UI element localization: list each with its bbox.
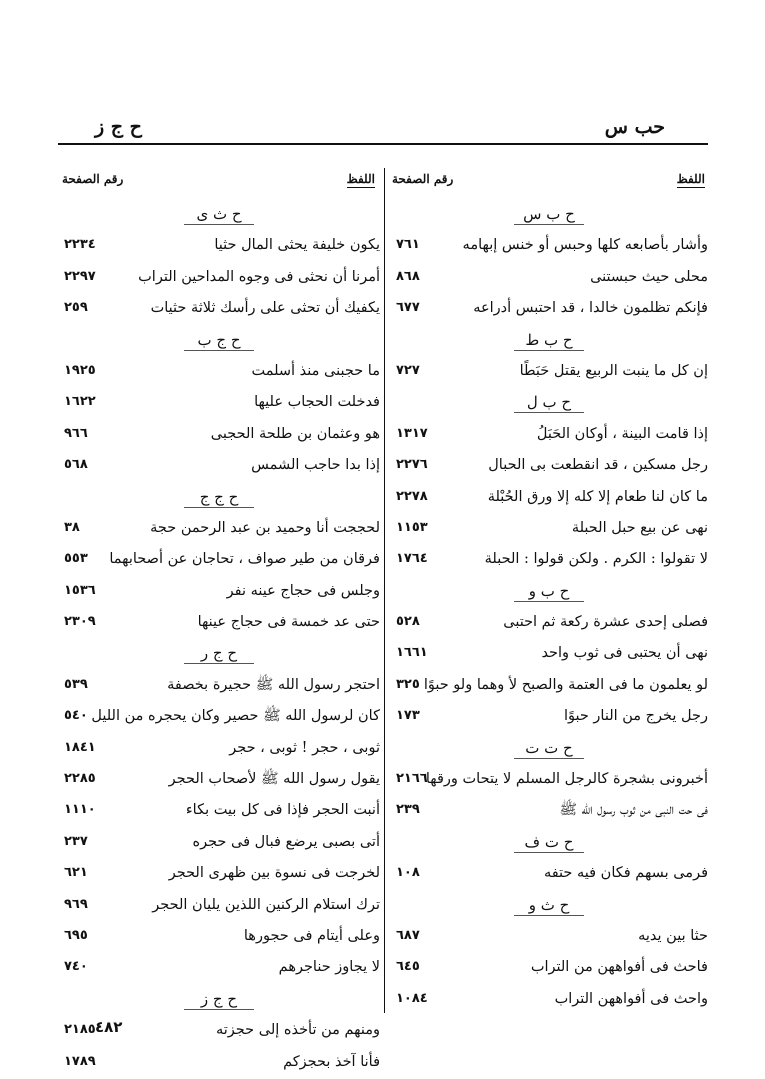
index-entry	[58, 355, 380, 386]
entry-text: فرقان من طير صواف ، تحاجان عن أصحابهما	[109, 551, 380, 568]
entry-page-number: ٢٣٩	[396, 802, 420, 818]
entry-page-number: ١٧٨٩	[64, 1053, 96, 1069]
entry-text: حثا بين يديه	[638, 927, 708, 944]
entry-text: احتجر رسول الله ﷺ حجيرة بخصفة	[167, 676, 380, 693]
index-entry	[390, 261, 708, 292]
entry-text: كان لرسول الله ﷺ حصير وكان يحجره من الليل	[91, 708, 380, 725]
index-entry	[390, 669, 708, 700]
root-underline	[184, 350, 254, 351]
root-underline	[514, 412, 584, 413]
entry-page-number: ٢٣٧	[64, 833, 88, 849]
entry-text: يقول رسول الله ﷺ لأصحاب الحجر	[168, 771, 380, 788]
right-word-header: اللفظ	[676, 172, 705, 186]
entry-text: ومنهم من تأخذه إلى حجزته	[215, 1022, 380, 1039]
root-heading	[390, 386, 708, 417]
root-underline	[514, 915, 584, 916]
entry-text: ما كان لنا طعام إلا كله إلا ورق الحُبْلة	[487, 488, 708, 505]
root-underline	[514, 852, 584, 853]
root-heading	[390, 826, 708, 857]
root-heading	[390, 889, 708, 920]
entry-text: رجل مسكين ، قد انقطعت بى الحبال	[488, 457, 708, 474]
entry-page-number: ٥٣٩	[64, 676, 88, 692]
entry-page-number: ٣٨	[64, 519, 80, 535]
entry-text: يكفيك أن تحثى على رأسك ثلاثة حثيات	[150, 300, 380, 317]
index-entry	[58, 261, 380, 292]
left-page-header: رقم الصفحة	[62, 172, 124, 186]
index-entry	[390, 355, 708, 386]
root-heading	[58, 198, 380, 229]
root-underline	[184, 663, 254, 664]
index-entry	[390, 481, 708, 512]
entry-page-number: ١١١٠	[64, 802, 96, 818]
entry-page-number: ٩٦٩	[64, 896, 88, 912]
root-letters: ح ث ى	[196, 205, 242, 223]
entry-text: أمرنا أن نحثى فى وجوه المداحين التراب	[138, 268, 380, 285]
entry-text: فرمى بسهم فكان فيه حتفه	[543, 865, 708, 882]
entry-page-number: ٢٣٠٩	[64, 614, 96, 630]
entry-page-number: ٧٤٠	[64, 959, 88, 975]
root-underline	[514, 601, 584, 602]
root-underline	[184, 507, 254, 508]
index-entry	[390, 418, 708, 449]
index-entry	[58, 543, 380, 574]
index-entry	[58, 920, 380, 951]
entry-text: حتى عد خمسة فى حجاج عينها	[197, 614, 380, 631]
entry-text: فدخلت الحجاب عليها	[254, 394, 380, 411]
entry-text: يكون خليفة يحثى المال حثيا	[214, 237, 380, 254]
entry-text: رجل يخرج من النار حبوًا	[563, 708, 708, 725]
root-underline	[514, 350, 584, 351]
root-heading	[390, 324, 708, 355]
entry-page-number: ١١٥٣	[396, 519, 428, 535]
index-entry	[390, 606, 708, 637]
entry-page-number: ٢٢٣٤	[64, 237, 96, 253]
entry-text: أنبت الحجر فإذا فى كل بيت بكاء	[185, 802, 380, 819]
index-entry	[390, 920, 708, 951]
entry-text: لخرجت فى نسوة بين ظهرى الحجر	[168, 865, 380, 882]
entry-text: وجلس فى حجاج عينه نفر	[226, 582, 380, 599]
index-entry	[58, 732, 380, 763]
root-underline	[184, 1009, 254, 1010]
index-entry	[390, 292, 708, 323]
entry-page-number: ٥٥٣	[64, 551, 88, 567]
root-letters: ح ج ب	[197, 330, 241, 349]
entry-text: فاحث فى أفواههن من التراب	[530, 959, 708, 976]
root-letters: ح ت ت	[525, 738, 573, 757]
left-word-header: اللفظ	[346, 172, 375, 186]
entry-text: وعلى أيتام فى حجورها	[243, 927, 380, 944]
entry-page-number: ٦٤٥	[396, 959, 420, 975]
entry-text: فصلى إحدى عشرة ركعة ثم احتبى	[503, 614, 708, 631]
index-entry	[390, 512, 708, 543]
root-letters: ح ث و	[528, 895, 570, 914]
entry-text: وأشار بأصابعه كلها وحبس أو خنس إبهامه	[462, 237, 708, 254]
page-number: ٤٨٢	[95, 1018, 123, 1036]
index-entry	[58, 763, 380, 794]
entry-page-number: ١٦٢٢	[64, 394, 96, 410]
root-heading	[58, 983, 380, 1014]
root-underline	[514, 758, 584, 759]
entry-text: نهى أن يحتبى فى ثوب واحد	[541, 645, 708, 662]
root-letters: ح ج ج	[199, 487, 239, 506]
index-entry	[58, 889, 380, 920]
index-entry	[58, 951, 380, 982]
entry-page-number: ٢١٨٥	[64, 1022, 96, 1038]
entry-page-number: ٥٦٨	[64, 457, 88, 473]
entry-text: إذا بدا حاجب الشمس	[251, 457, 380, 474]
entry-page-number: ٦٧٧	[396, 300, 420, 316]
header-rule	[58, 143, 708, 145]
entry-page-number: ١٧٦٤	[396, 551, 428, 567]
right-page-header: رقم الصفحة	[392, 172, 454, 186]
index-entry	[390, 700, 708, 731]
entry-page-number: ٢٢٨٥	[64, 771, 96, 787]
root-letters: ح ب ل	[526, 393, 572, 412]
entry-page-number: ١٠٨	[396, 865, 420, 881]
index-entry	[58, 292, 380, 323]
entry-text: واحث فى أفواههن التراب	[554, 990, 708, 1007]
entry-text: ترك استلام الركنين اللذين يليان الحجر	[152, 896, 380, 913]
entry-text: أتى بصبى يرضع فبال فى حجره	[192, 833, 380, 850]
entry-page-number: ٢٢٩٧	[64, 268, 96, 284]
entry-text: نهى عن بيع حبل الحبلة	[571, 519, 708, 536]
entry-page-number: ٨٦٨	[396, 268, 420, 284]
entry-page-number: ١٣١٧	[396, 425, 428, 441]
entry-text: فإنكم تظلمون خالدا ، قد احتبس أدراعه	[473, 300, 708, 317]
column-divider	[384, 168, 385, 1013]
root-heading	[390, 732, 708, 763]
entry-text: ما حجبنى منذ أسلمت	[251, 362, 380, 379]
entry-text: فى حت النبى من ثوب رسول الله ﷺ	[559, 802, 708, 819]
root-heading	[390, 198, 708, 229]
entry-page-number: ٩٦٦	[64, 425, 88, 441]
index-entry	[58, 606, 380, 637]
root-underline	[184, 224, 254, 225]
entry-page-number: ١٦٦١	[396, 645, 428, 661]
entry-text: إذا قامت البينة ، أوكان الحَبَلُ	[536, 425, 708, 442]
left-index-column	[58, 198, 380, 1077]
entry-text: لا تقولوا : الكرم . ولكن قولوا : الحبلة	[484, 551, 708, 568]
entry-page-number: ٦٢١	[64, 865, 88, 881]
entry-page-number: ٥٤٠	[64, 708, 88, 724]
entry-text: هو وعثمان بن طلحة الحجبى	[210, 425, 380, 442]
entry-text: إن كل ما ينبت الربيع يقتل حَبَطًا	[519, 362, 708, 379]
index-entry	[58, 386, 380, 417]
root-heading	[58, 637, 380, 668]
index-entry	[390, 857, 708, 888]
root-underline	[514, 224, 584, 225]
entry-text: أخبرونى بشجرة كالرجل المسلم لا يتحات ورقها	[425, 771, 708, 788]
entry-page-number: ١٨٤١	[64, 739, 96, 755]
entry-page-number: ١٥٣٦	[64, 582, 96, 598]
entry-page-number: ٥٢٨	[396, 614, 420, 630]
entry-page-number: ٢٢٧٨	[396, 488, 428, 504]
index-entry	[390, 229, 708, 260]
index-entry	[390, 794, 708, 825]
root-letters: ح ب ط	[525, 330, 573, 349]
entry-page-number: ٢١٦٦	[396, 771, 428, 787]
index-entry	[390, 543, 708, 574]
index-entry	[390, 637, 708, 668]
index-entry	[58, 449, 380, 480]
entry-text: محلى حيث حبستنى	[590, 268, 708, 285]
entry-page-number: ١٩٢٥	[64, 362, 96, 378]
index-entry	[58, 229, 380, 260]
index-entry	[390, 763, 708, 794]
running-head-left: ح ج ز	[95, 116, 142, 138]
index-entry	[58, 512, 380, 543]
index-entry	[58, 857, 380, 888]
index-entry	[58, 669, 380, 700]
index-entry	[58, 794, 380, 825]
index-entry	[58, 826, 380, 857]
entry-page-number: ١٧٣	[396, 708, 420, 724]
running-head-right: حب س	[604, 116, 665, 138]
entry-text: ثوبى ، حجر ! ثوبى ، حجر	[229, 739, 380, 756]
root-heading	[390, 575, 708, 606]
index-entry	[58, 700, 380, 731]
index-entry	[58, 575, 380, 606]
entry-text: فأنا آخذ بحجزكم	[283, 1053, 380, 1070]
index-entry	[390, 449, 708, 480]
root-heading	[58, 324, 380, 355]
entry-text: لا يجاوز حناجرهم	[278, 959, 380, 976]
index-entry	[390, 983, 708, 1014]
entry-page-number: ١٠٨٤	[396, 990, 428, 1006]
root-letters: ح ج ر	[200, 644, 238, 663]
entry-page-number: ٦٨٧	[396, 927, 420, 943]
entry-text: لو يعلمون ما فى العتمة والصبح لأ وهما ولو حبوًا	[423, 676, 708, 693]
index-entry	[390, 951, 708, 982]
entry-page-number: ٧٦١	[396, 237, 420, 253]
root-letters: ح ب س	[523, 205, 575, 223]
index-entry	[58, 418, 380, 449]
entry-page-number: ٦٩٥	[64, 927, 88, 943]
index-entry	[58, 1046, 380, 1077]
root-letters: ح ت ف	[524, 832, 574, 851]
root-letters: ح ج ز	[200, 989, 238, 1008]
entry-text: لحججت أنا وحميد بن عبد الرحمن حجة	[150, 519, 380, 536]
entry-page-number: ٣٢٥	[396, 676, 420, 692]
right-index-column	[390, 198, 708, 1014]
entry-page-number: ٢٢٧٦	[396, 457, 428, 473]
entry-page-number: ٢٥٩	[64, 300, 88, 316]
root-heading	[58, 481, 380, 512]
root-letters: ح ب و	[528, 581, 570, 600]
entry-page-number: ٧٢٧	[396, 362, 420, 378]
